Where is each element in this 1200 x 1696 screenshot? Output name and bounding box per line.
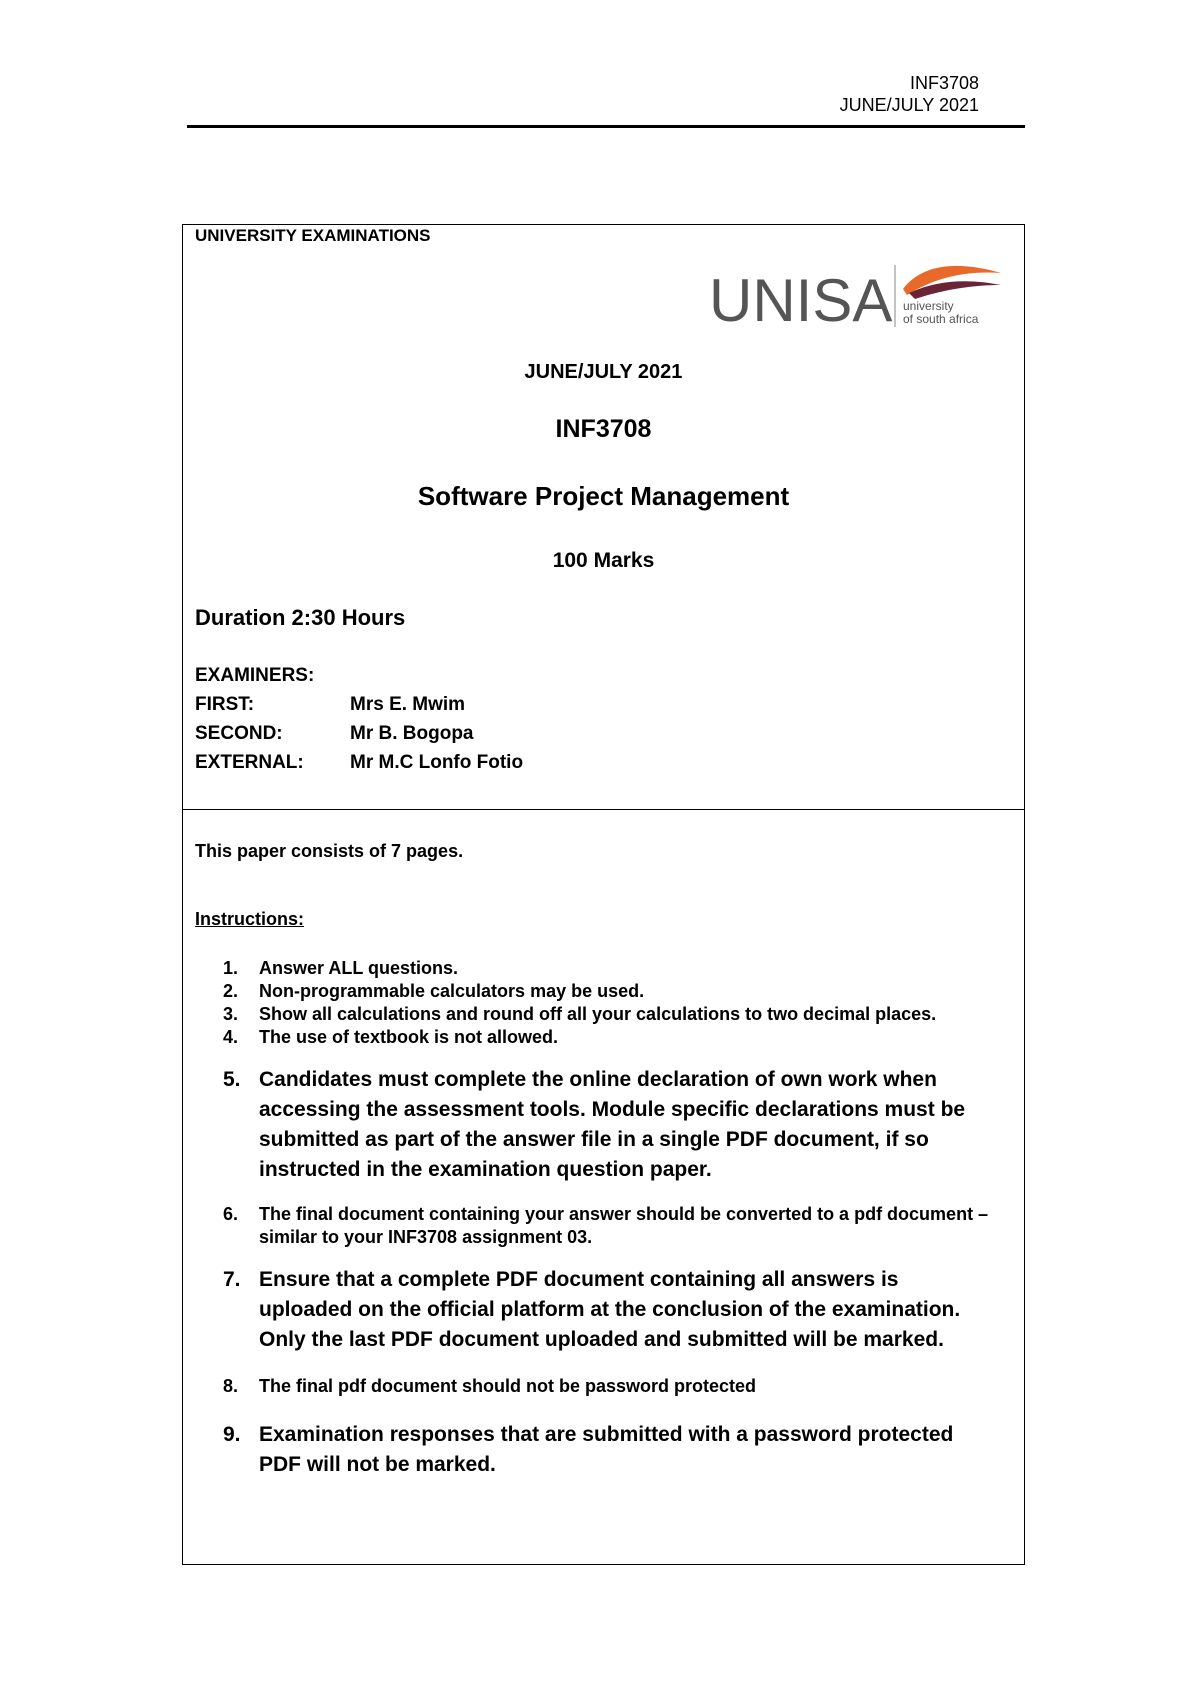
instruction-text: Answer ALL questions. xyxy=(259,958,459,978)
examiner-role: EXTERNAL: xyxy=(195,752,304,773)
instruction-item xyxy=(223,1003,993,1026)
instruction-text: The final pdf document should not be password protected xyxy=(259,1376,757,1396)
instructions-heading-colon: : xyxy=(298,909,305,929)
header-session: JUNE/JULY 2021 xyxy=(839,95,979,115)
examiners-block xyxy=(195,661,523,777)
instruction-text: Examination responses that are submitted with a password protected PDF will not be marked. xyxy=(259,1423,954,1476)
logo-line-university: university xyxy=(903,299,954,313)
exam-session: JUNE/JULY 2021 xyxy=(524,361,683,383)
instruction-item xyxy=(223,1026,993,1049)
total-marks: 100 Marks xyxy=(552,549,655,572)
instruction-item xyxy=(223,1265,993,1355)
instruction-number: 8. xyxy=(223,1376,239,1396)
instruction-item xyxy=(223,1375,993,1398)
instructions-list xyxy=(223,957,993,1480)
course-code: INF3708 xyxy=(555,415,652,443)
header-rule xyxy=(187,125,1025,128)
instruction-item xyxy=(223,1065,993,1185)
examiner-external xyxy=(195,748,523,777)
section-divider xyxy=(183,809,1024,810)
instruction-text: Candidates must complete the online declaration of own work when accessing the assessment tools. Module specific declarations must be submitted as part of the answer file in a single PDF document, if so instructed in the examination question paper. xyxy=(259,1068,966,1181)
instruction-number: 6. xyxy=(223,1204,239,1224)
examiners-heading: EXAMINERS: xyxy=(195,665,315,686)
instruction-text: Show all calculations and round off all your calculations to two decimal places. xyxy=(259,1004,937,1024)
exam-duration: Duration 2:30 Hours xyxy=(195,605,406,630)
instruction-item xyxy=(223,980,993,1003)
examiner-role: FIRST: xyxy=(195,694,255,715)
logo-line-south-africa: of south africa xyxy=(903,312,979,326)
header-course-code: INF3708 xyxy=(909,73,979,93)
course-title: Software Project Management xyxy=(417,481,790,511)
instruction-number: 7. xyxy=(223,1268,241,1291)
examiner-first xyxy=(195,690,523,719)
instructions-heading-text: Instructions xyxy=(195,909,299,929)
cover-box xyxy=(182,224,1025,1565)
instruction-number: 9. xyxy=(223,1423,241,1446)
university-examinations-heading: UNIVERSITY EXAMINATIONS xyxy=(195,226,431,245)
instruction-text: Ensure that a complete PDF document containing all answers is uploaded on the official platform at the conclusion of the examination. Only the last PDF document uploaded and submitted will be marked. xyxy=(259,1268,961,1351)
instruction-text: The use of textbook is not allowed. xyxy=(259,1027,559,1047)
examiner-second xyxy=(195,719,523,748)
instruction-text: The final document containing your answer should be converted to a pdf document – similar to your INF3708 assignment 03. xyxy=(259,1204,989,1247)
unisa-logo xyxy=(709,261,1009,336)
instruction-item xyxy=(223,1420,993,1480)
examiner-name: Mr M.C Lonfo Fotio xyxy=(350,752,524,773)
instruction-number: 3. xyxy=(223,1004,239,1024)
examiner-name: Mr B. Bogopa xyxy=(350,723,474,744)
instruction-item xyxy=(223,957,993,980)
instructions-heading xyxy=(195,909,304,930)
examiner-name: Mrs E. Mwim xyxy=(350,694,466,715)
unisa-logo-graphic xyxy=(709,261,1009,331)
instruction-text: Non-programmable calculators may be used. xyxy=(259,981,645,1001)
instruction-number: 4. xyxy=(223,1027,239,1047)
examiner-role: SECOND: xyxy=(195,723,283,744)
page-header xyxy=(840,72,979,116)
instruction-number: 1. xyxy=(223,958,239,978)
instruction-item xyxy=(223,1203,993,1249)
instruction-number: 2. xyxy=(223,981,239,1001)
instruction-number: 5. xyxy=(223,1068,241,1091)
page-count-note: This paper consists of 7 pages. xyxy=(195,841,464,861)
logo-wordmark: UNISA xyxy=(709,267,893,331)
